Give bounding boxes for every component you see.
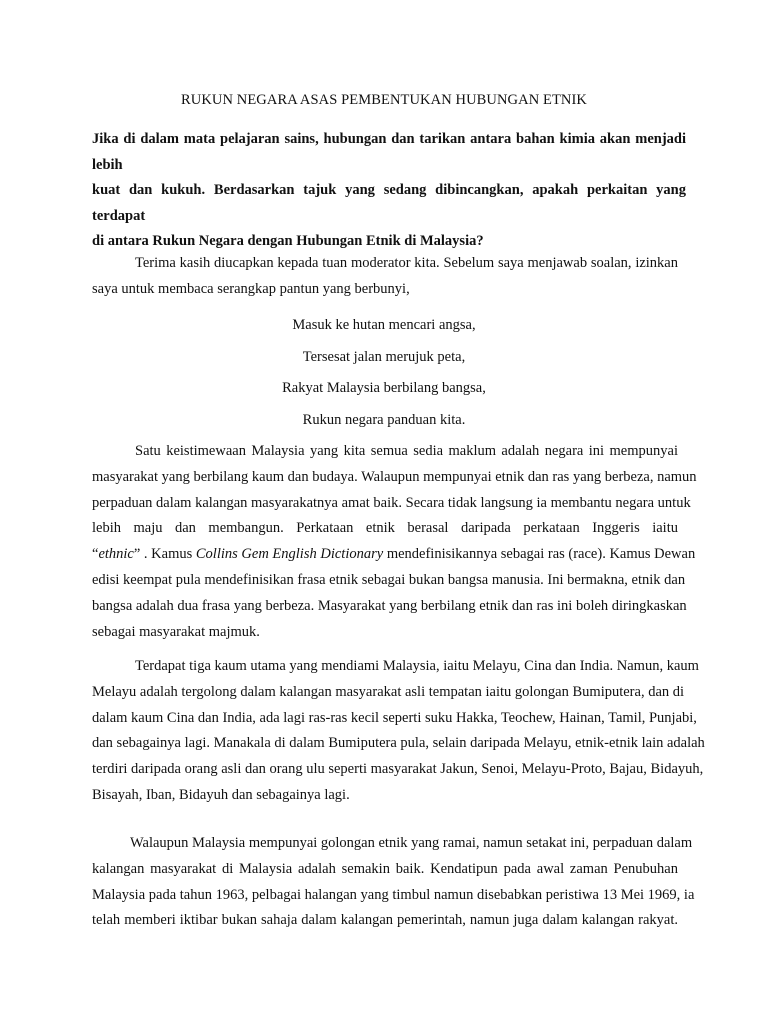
text-line — [92, 542, 696, 568]
text-line: bangsa adalah dua frasa yang berbeza. Masyarakat yang berbilang etnik dan ras ini boleh diringkaskan — [92, 597, 687, 614]
text-line: dan sebagainya lagi. Manakala di dalam Bumiputera pula, selain daripada Melayu, etnik-etnik lain adalah — [92, 735, 705, 752]
text-line: saya untuk membaca serangkap pantun yang berbunyi, — [92, 281, 410, 297]
text-line: terdiri daripada orang asli dan orang ulu seperti masyarakat Jakun, Senoi, Melayu-Proto, Bajau, Bidayuh, — [92, 761, 704, 778]
text-line: Satu keistimewaan Malaysia yang kita semua sedia maklum adalah negara ini mempunyai — [135, 443, 678, 459]
text-line: Walaupun Malaysia mempunyai golongan etnik yang ramai, namun setakat ini, perpaduan dalam — [130, 835, 693, 851]
text-line: kalangan masyarakat di Malaysia adalah semakin baik. Kendatipun pada awal zaman Penubuhan — [92, 860, 678, 877]
pantun-line: Rakyat Malaysia berbilang bangsa, — [282, 380, 486, 396]
ethnic-term: ethnic — [98, 546, 134, 563]
pantun-verse — [0, 310, 768, 436]
close-quote-text: ” . Kamus — [133, 546, 196, 563]
text-line: telah memberi iktibar bukan sahaja dalam kalangan pemerintah, namun juga dalam kalangan rakyat. — [92, 912, 678, 929]
text-line: Melayu adalah tergolong dalam kalangan masyarakat asli tempatan iaitu golongan Bumiputera, dan di — [92, 683, 685, 700]
intro-paragraph — [92, 250, 678, 302]
line-rest: mendefinisikannya sebagai ras (race). Kamus Dewan — [383, 546, 696, 563]
dictionary-title: Collins Gem English Dictionary — [195, 546, 384, 563]
document-title: RUKUN NEGARA ASAS PEMBENTUKAN HUBUNGAN ETNIK — [181, 92, 587, 108]
text-line: perpaduan dalam kalangan masyarakatnya amat baik. Secara tidak langsung ia membantu negara untuk — [92, 494, 691, 511]
question-line: kuat dan kukuh. Berdasarkan tajuk yang sedang dibincangkan, apakah perkaitan yang terdapat — [92, 182, 686, 224]
body-paragraph-2 — [92, 654, 705, 809]
text-line: sebagai masyarakat majmuk. — [92, 623, 260, 640]
text-line: lebih maju dan membangun. Perkataan etnik berasal daripada perkataan Inggeris iaitu — [92, 520, 678, 537]
text-line: Malaysia pada tahun 1963, pelbagai halangan yang timbul namun disebabkan peristiwa 13 Mei 1969, ia — [92, 886, 695, 903]
text-line: Terima kasih diucapkan kepada tuan moderator kita. Sebelum saya menjawab soalan, izinkan — [135, 255, 678, 271]
body-paragraph-1 — [92, 439, 697, 645]
pantun-line: Tersesat jalan merujuk peta, — [302, 348, 466, 365]
pantun-line: Rukun negara panduan kita. — [302, 411, 466, 428]
text-line: dalam kaum Cina dan India, ada lagi ras-ras kecil seperti suku Hakka, Teochew, Hainan, Tamil, Punjabi, — [92, 709, 697, 726]
text-line: masyarakat yang berbilang kaum dan budaya. Walaupun mempunyai etnik dan ras yang berbeza, namun — [92, 468, 697, 485]
question-paragraph — [92, 127, 686, 255]
text-line: Terdapat tiga kaum utama yang mendiami Malaysia, iaitu Melayu, Cina dan India. Namun, kaum — [135, 658, 699, 674]
question-line: di antara Rukun Negara dengan Hubungan Etnik di Malaysia? — [92, 233, 484, 249]
text-line: Bisayah, Iban, Bidayuh dan sebagainya lagi. — [92, 786, 350, 803]
text-line: edisi keempat pula mendefinisikan frasa etnik sebagai bukan bangsa manusia. Ini bermakna, etnik dan — [92, 571, 686, 588]
pantun-line: Masuk ke hutan mencari angsa, — [292, 317, 476, 333]
body-paragraph-3 — [92, 831, 695, 934]
open-quote: “ — [92, 546, 99, 563]
question-line: Jika di dalam mata pelajaran sains, hubungan dan tarikan antara bahan kimia akan menjadi lebih — [92, 131, 686, 173]
